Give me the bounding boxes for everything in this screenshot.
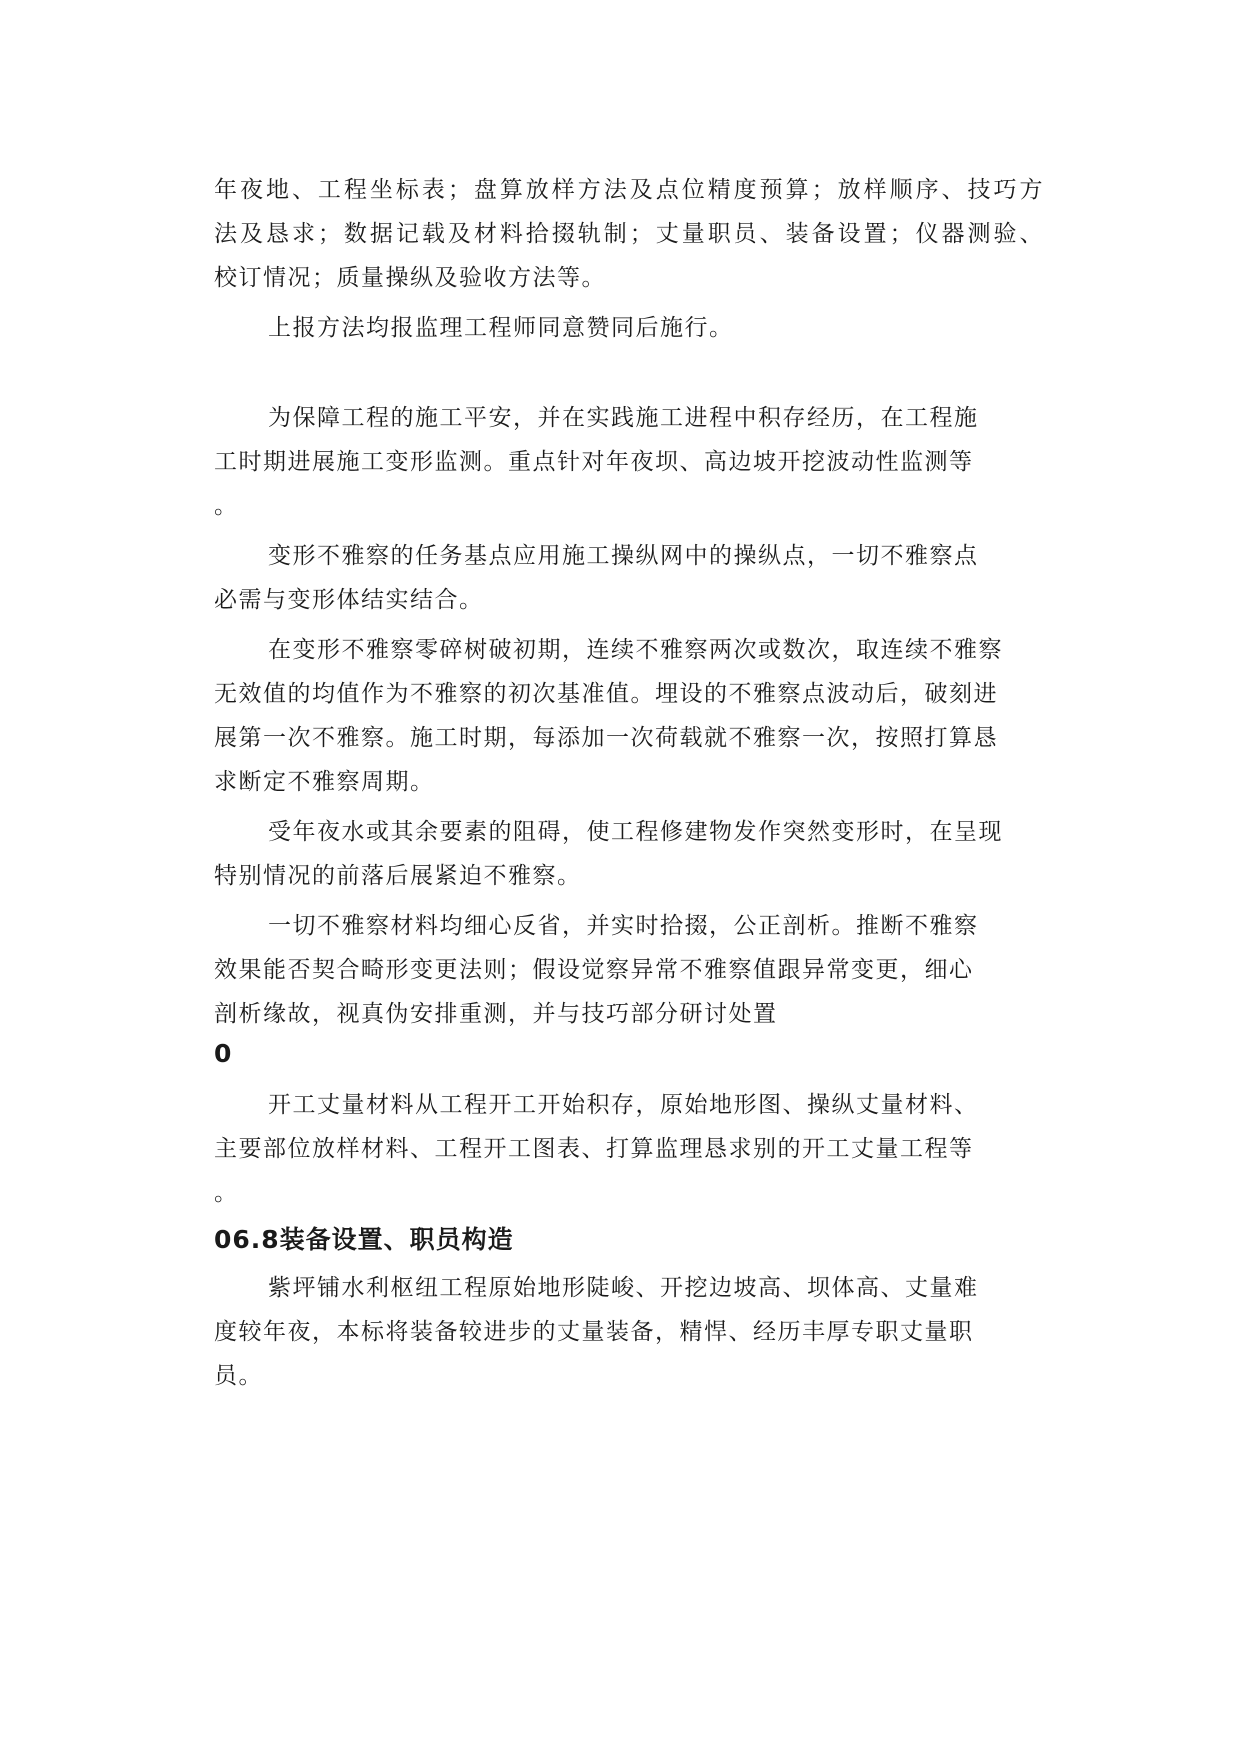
paragraph-line: 主要部位放样材料、工程开工图表、打算监理恳求别的开工丈量工程等	[214, 1136, 974, 1162]
paragraph-line: 校订情况；质量操纵及验收方法等。	[214, 265, 606, 291]
paragraph-line: 开工丈量材料从工程开工开始积存，原始地形图、操纵丈量材料、	[268, 1092, 979, 1118]
paragraph-line: 紫坪铺水利枢纽工程原始地形陡峻、开挖边坡高、坝体高、丈量难	[268, 1275, 979, 1301]
paragraph-line: 员。	[214, 1363, 263, 1389]
paragraph-line: 在变形不雅察零碎树破初期，连续不雅察两次或数次，取连续不雅察	[268, 637, 1003, 663]
paragraph-line: 求断定不雅察周期。	[214, 769, 435, 795]
paragraph-line: 剖析缘故，视真伪安排重测，并与技巧部分研讨处置	[214, 1001, 778, 1027]
paragraph-line: 。	[214, 1180, 239, 1206]
paragraph-line: 一切不雅察材料均细心反省，并实时拾掇，公正剖析。推断不雅察	[268, 913, 979, 939]
paragraph-line: 年夜地、工程坐标表；盘算放样方法及点位精度预算；放样顺序、技巧方	[214, 177, 1044, 203]
paragraph-line: 必需与变形体结实结合。	[214, 587, 484, 613]
paragraph-line: 为保障工程的施工平安，并在实践施工进程中积存经历，在工程施	[268, 405, 979, 431]
paragraph-line: 无效值的均值作为不雅察的初次基准值。埋设的不雅察点波动后，破刻进	[214, 681, 998, 707]
section-heading: 0	[214, 1039, 233, 1068]
paragraph-line: 变形不雅察的任务基点应用施工操纵网中的操纵点，一切不雅察点	[268, 543, 979, 569]
paragraph-line: 受年夜水或其余要素的阻碍，使工程修建物发作突然变形时，在呈现	[268, 819, 1003, 845]
paragraph-line: 效果能否契合畸形变更法则；假设觉察异常不雅察值跟异常变更，细心	[214, 957, 974, 983]
paragraph-line: 展第一次不雅察。施工时期，每添加一次荷载就不雅察一次，按照打算恳	[214, 725, 998, 751]
paragraph-line: 度较年夜，本标将装备较进步的丈量装备，精悍、经历丰厚专职丈量职	[214, 1319, 974, 1345]
paragraph-line: 法及恳求；数据记载及材料拾掇轨制；丈量职员、装备设置；仪器测验、	[214, 221, 1044, 247]
section-heading: 06.8装备设置、职员构造	[214, 1225, 514, 1254]
paragraph-line: 特别情况的前落后展紧迫不雅察。	[214, 863, 582, 889]
paragraph-line: 工时期进展施工变形监测。重点针对年夜坝、高边坡开挖波动性监测等	[214, 449, 974, 475]
paragraph-line: 。	[214, 493, 239, 519]
paragraph-line: 上报方法均报监理工程师同意赞同后施行。	[268, 315, 734, 341]
